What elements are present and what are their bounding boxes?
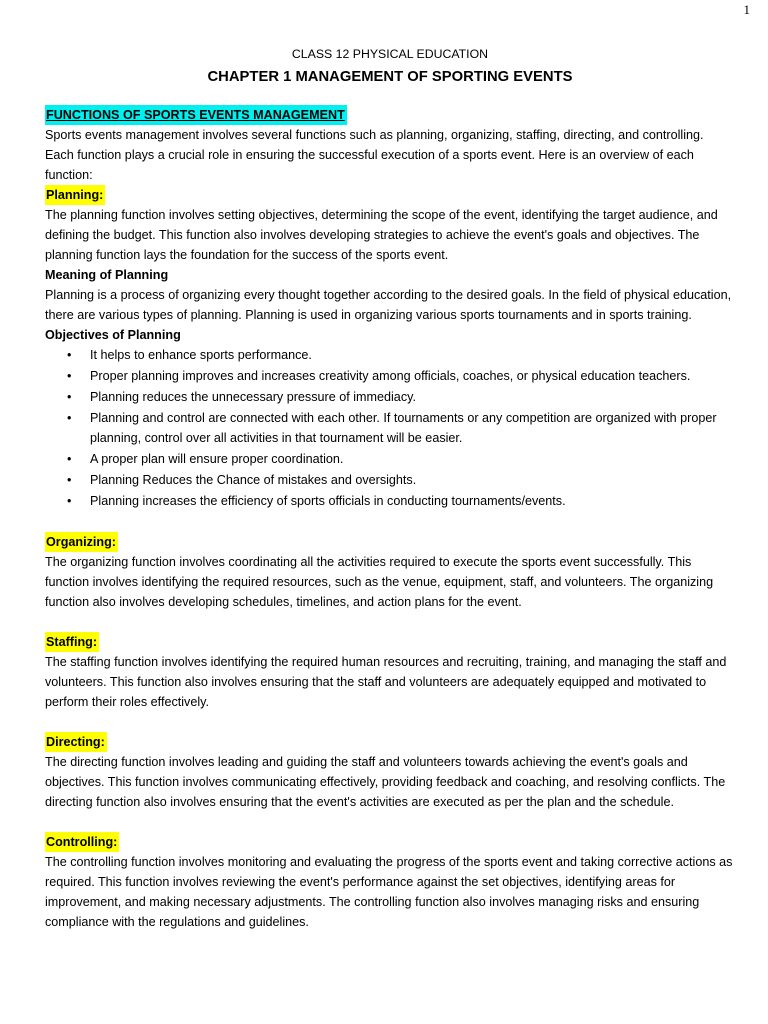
meaning-of-planning-heading: Meaning of Planning bbox=[45, 268, 169, 282]
list-item-text: It helps to enhance sports performance. bbox=[90, 348, 312, 362]
list-item bbox=[45, 408, 735, 448]
list-item bbox=[45, 491, 735, 511]
intro-section bbox=[45, 105, 735, 185]
list-item-text: A proper plan will ensure proper coordination. bbox=[90, 452, 344, 466]
list-item-text: Proper planning improves and increases creativity among officials, coaches, or physical education teachers. bbox=[90, 369, 691, 383]
organizing-paragraph: The organizing function involves coordinating all the activities required to execute the sports event successfully. This function involves identifying the required resources, such as the venue, equipment, staff, and volunteers. The organizing function also involves developing schedules, timelines, and action plans for the event. bbox=[45, 555, 714, 609]
list-item-text: Planning reduces the unnecessary pressure of immediacy. bbox=[90, 390, 416, 404]
directing-heading: Directing: bbox=[45, 732, 107, 752]
list-item bbox=[45, 366, 735, 386]
planning-heading: Planning: bbox=[45, 185, 105, 205]
bullet-icon: • bbox=[67, 369, 72, 383]
list-item-text: Planning increases the efficiency of sports officials in conducting tournaments/events. bbox=[90, 494, 566, 508]
bullet-icon: • bbox=[67, 473, 72, 487]
staffing-heading: Staffing: bbox=[45, 632, 99, 652]
list-item bbox=[45, 449, 735, 469]
list-item-text: Planning Reduces the Chance of mistakes and oversights. bbox=[90, 473, 417, 487]
document-body bbox=[45, 44, 735, 932]
spacer bbox=[45, 612, 735, 632]
staffing-section bbox=[45, 632, 735, 712]
list-item bbox=[45, 470, 735, 490]
controlling-section bbox=[45, 832, 735, 932]
planning-section bbox=[45, 185, 735, 511]
bullet-icon: • bbox=[67, 452, 72, 466]
staffing-paragraph: The staffing function involves identifying the required human resources and recruiting, training, and managing the staff and volunteers. This function also involves ensuring that the staff and volunteers are adequately equipped and motivated to perform their roles effectively. bbox=[45, 655, 727, 709]
bullet-icon: • bbox=[67, 411, 72, 425]
spacer bbox=[45, 812, 735, 832]
functions-heading: FUNCTIONS OF SPORTS EVENTS MANAGEMENT bbox=[45, 105, 347, 125]
class-title: CLASS 12 PHYSICAL EDUCATION bbox=[291, 47, 489, 61]
meaning-of-planning-paragraph: Planning is a process of organizing every thought together according to the desired goals. In the field of physical education, there are various types of planning. Planning is used in organizing various sports tournaments and in sports training. bbox=[45, 288, 732, 322]
controlling-paragraph: The controlling function involves monitoring and evaluating the progress of the sports event and taking corrective actions as required. This function involves reviewing the event's performance against the set objectives, identifying areas for improvement, and making necessary adjustments. The controlling function also involves managing risks and ensuring compliance with the regulations and guidelines. bbox=[45, 855, 733, 929]
bullet-icon: • bbox=[67, 390, 72, 404]
spacer bbox=[45, 512, 735, 532]
spacer bbox=[45, 712, 735, 732]
bullet-icon: • bbox=[67, 348, 72, 362]
list-item-text: Planning and control are connected with each other. If tournaments or any competition are organized with proper planning, control over all activities in that tournament will be easier. bbox=[90, 411, 717, 445]
list-item bbox=[45, 345, 735, 365]
objectives-of-planning-heading: Objectives of Planning bbox=[45, 328, 181, 342]
objectives-list bbox=[45, 345, 735, 511]
list-item bbox=[45, 387, 735, 407]
controlling-heading: Controlling: bbox=[45, 832, 119, 852]
intro-paragraph: Sports events management involves several functions such as planning, organizing, staffing, directing, and controlling. Each function plays a crucial role in ensuring the successful execution of a sports event. Here is an overview of each function: bbox=[45, 128, 704, 182]
page-number: 1 bbox=[743, 2, 750, 17]
directing-section bbox=[45, 732, 735, 812]
organizing-heading: Organizing: bbox=[45, 532, 118, 552]
directing-paragraph: The directing function involves leading and guiding the staff and volunteers towards achieving the event's goals and objectives. This function involves communicating effectively, providing feedback and coaching, and resolving conflicts. The directing function also involves ensuring that the event's activities are executed as per the plan and the schedule. bbox=[45, 755, 726, 809]
chapter-title: CHAPTER 1 MANAGEMENT OF SPORTING EVENTS bbox=[207, 69, 573, 85]
bullet-icon: • bbox=[67, 494, 72, 508]
planning-paragraph: The planning function involves setting objectives, determining the scope of the event, identifying the target audience, and defining the budget. This function also involves developing strategies to achieve the event's goals and objectives. The planning function lays the foundation for the success of the sports event. bbox=[45, 208, 718, 262]
organizing-section bbox=[45, 532, 735, 612]
